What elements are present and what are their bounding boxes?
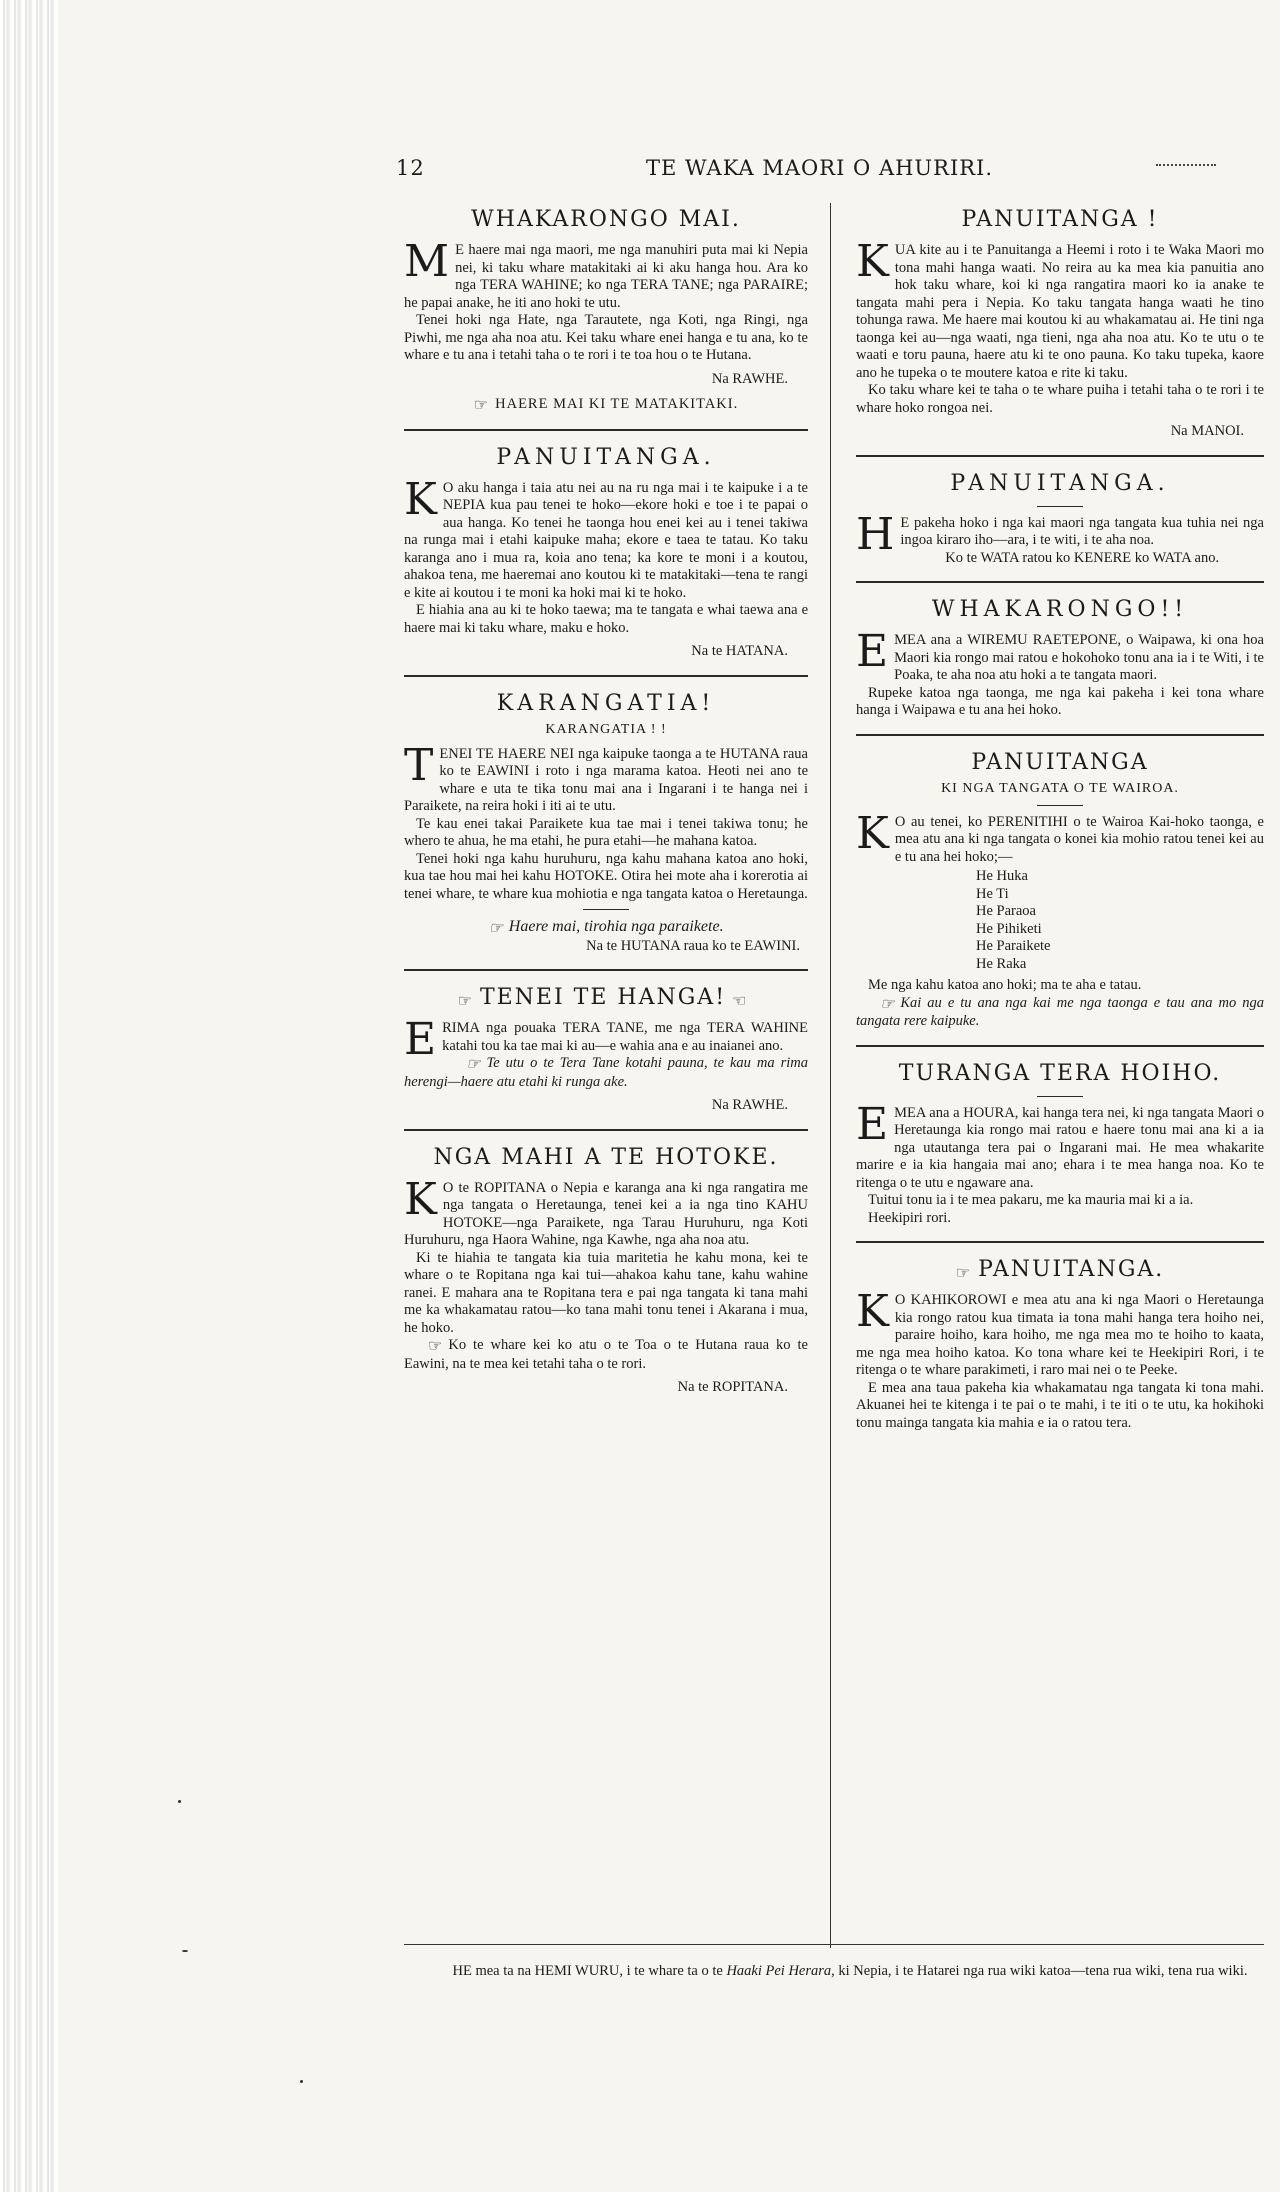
ad-panuitanga-hatana	[404, 445, 808, 661]
ad-paragraph: MEA ana a WIREMU RAETEPONE, o Waipawa, ki ona hoa Maori kia rongo mai ratou e hokohoko tonu ana ia i te Witi, i te Poaka, te aha noa atu hoki a te tangata maori.	[894, 632, 1264, 683]
ad-paragraph: ENEI TE HAERE NEI nga kaipuke taonga a te HUTANA raua ko te EAWINI i roto i nga marama katoa. Heoti nei ano te whare e uta te tika tonu mai ana i Ingarani i te hanga nei i Paraikete, na reira hoki i iti ai te utu.	[404, 745, 808, 814]
ad-paragraph: O au tenei, ko PERENITIHI o te Wairoa Kai-hoko taonga, e mea atu ana ki nga tangata o konei kia mohio ratou tenei kei au e tu ana hei hoko;—	[894, 813, 1264, 865]
ad-heading-wrap	[856, 1257, 1264, 1282]
pointing-hand-icon: ☞	[488, 920, 503, 937]
left-column	[404, 203, 808, 1397]
ad-paragraph: E mea ana taua pakeha kia whakamatau nga tangata ki tona mahi. Akuanei hei te kitenga i te pai o te mahi, i te iti o te utu, ka hokihoki tonu mainga tangata kia mahia e ia o ratou tera.	[856, 1379, 1264, 1431]
drop-cap: H	[856, 508, 895, 560]
ad-paragraph: RIMA nga pouaka TERA TANE, me nga TERA WAHINE katahi tou ka tae mai ki au—e wahia ana e au inaianei ano.	[442, 1020, 808, 1054]
ad-heading: KARANGATIA!	[496, 690, 716, 716]
drop-cap: E	[856, 1098, 889, 1150]
short-rule	[1037, 1096, 1083, 1097]
ad-paragraph: MEA ana a HOURA, kai hanga tera nei, ki nga tangata Maori o Heretaunga kia rongo mai ratou e haere tonu mai ana ki a ia nga utautanga tera pai o Ingarani mai. He mea whakarite marire e ia kia hangaia mai ano; ehara i te mea hanga noa. Ko te ritenga o te utu e ngaware ana.	[856, 1104, 1264, 1191]
short-rule	[1037, 506, 1083, 507]
drop-cap: K	[856, 236, 889, 287]
pointing-hand-icon: ☞	[955, 1263, 973, 1282]
ad-paragraph: Tenei hoki nga kahu huruhuru, nga kahu mahana katoa ano hoki, kua tae hou mai hei kahu HOTOKE. Otira hei mote aha i korerotia ai tenei whare, te whare kua mohiotia e nga tangata katoa o Heretaunga.	[404, 850, 808, 902]
drop-cap: M	[404, 236, 450, 287]
ad-paragraph: UA kite au i te Panuitanga a Heemi i roto i te Waka Maori mo tona mahi hanga waati. No reira au ka mea kia panuitia ano hok taku whare, koi ki nga rangatira maori ko ia anake te tangata mahi pera i Nepia. Ko taku tangata hanga waati he tino tohunga rawa. Me haere mai koutou ki au whakamatau ai. He tini nga taonga kei au—nga waati, nga tieni, nga aha noa atu. Ko te utu o te waati e toru pauna, haere atu ki te ono pauna. Ko taku tupeka, kaore ano he tupeka o te moutere katoa e rite ki taku.	[856, 242, 1264, 381]
drop-cap: E	[404, 1014, 437, 1065]
drop-cap: K	[856, 1286, 889, 1337]
drop-cap: K	[404, 1173, 437, 1225]
ad-heading: TENEI TE HANGA!	[479, 985, 727, 1010]
ad-heading: TURANGA TERA HOIHO.	[898, 1060, 1222, 1086]
section-rule	[404, 1129, 808, 1131]
ad-panuitanga-manoi	[856, 207, 1264, 441]
list-item: He Huka	[976, 868, 1028, 884]
list-item: He Ti	[976, 885, 1009, 902]
ad-heading: PANUITANGA.	[978, 1257, 1165, 1282]
speck	[178, 1800, 181, 1803]
ad-footer-line: HAERE MAI KI TE MATAKITAKI.	[495, 396, 739, 412]
pointing-hand-icon: ☞	[473, 397, 490, 414]
ad-heading: PANUITANGA	[971, 749, 1149, 775]
column-divider	[830, 203, 831, 1948]
ad-whakarongo-mai	[404, 207, 808, 415]
ad-subheading: KARANGATIA ! !	[545, 721, 667, 737]
ad-paragraph: E pakeha hoko i nga kai maori nga tangata kua tuhia nei nga ingoa kiraro iho—ara, i te witi, i te aha noa.	[900, 514, 1264, 548]
ad-signature: Ko te WATA ratou ko KENERE ko WATA ano.	[945, 549, 1220, 566]
ad-heading: WHAKARONGO!!	[931, 597, 1189, 622]
ad-nga-mahi	[404, 1145, 808, 1397]
list-item: He Pihiketi	[976, 920, 1042, 937]
ad-tagline: Haere mai, tirohia nga paraikete.	[508, 918, 724, 935]
drop-cap: E	[856, 626, 889, 677]
section-rule	[856, 1045, 1264, 1047]
section-rule	[856, 581, 1264, 583]
pointing-hand-icon: ☞	[457, 991, 474, 1010]
ad-signature: Na RAWHE.	[711, 1097, 788, 1113]
pointing-hand-icon: ☞	[466, 1056, 481, 1073]
ad-paragraph: Tuitui tonu ia i te mea pakaru, me ka mauria mai ki a ia.	[868, 1192, 1194, 1208]
short-rule	[1037, 805, 1083, 806]
ad-paragraph: Tenei hoki nga Hate, nga Tarautete, nga Koti, nga Ringi, nga Piwhi, me nga aha noa atu. Kei taku whare enei hanga e tu ana, ko te whare e tu ana i tetahi taha o te rori i te toa hou o te Hutana.	[404, 312, 808, 363]
ad-signature: Na MANOI.	[1170, 423, 1244, 439]
ad-paragraph: E hiahia ana au ki te hoko taewa; ma te tangata e whai taewa ana e haere mai ki taku whare, maku e hoko.	[404, 602, 808, 636]
pointing-hand-icon: ☜	[732, 991, 749, 1010]
newspaper-title: TE WAKA MAORI O AHURIRI.	[646, 156, 994, 180]
section-rule	[404, 969, 808, 971]
book-spine-edge	[0, 0, 58, 2192]
ad-paragraph: Me nga kahu katoa ano hoki; ma te aha e tatau.	[868, 977, 1142, 993]
ad-subheading: KI NGA TANGATA O TE WAIROA.	[941, 780, 1179, 796]
imprint-paper-name: Haaki Pei Herara	[726, 1963, 832, 1979]
ad-paragraph: E haere mai nga maori, me nga manuhiri puta mai ki Nepia nei, ki taku whare matakitaki ai ki aku hanga hou. Ara ko nga TERA WAHINE; ko nga TERA TANE; nga PARAIRE; he papai anake, he iti ano hoki te utu.	[404, 242, 808, 311]
ad-paragraph: O te ROPITANA o Nepia e karanga ana ki nga rangatira me nga tangata o Heretaunga, tenei kei a ia nga tino KAHU HOTOKE—nga Paraikete, nga Tarau Huruhuru, nga Koti Huruhuru, nga Haora Wahine, nga Kawhe, nga aha noa atu.	[404, 1179, 808, 1248]
header-ornament	[1156, 164, 1216, 169]
ad-heading: PANUITANGA.	[950, 470, 1170, 496]
speck	[182, 1950, 188, 1952]
list-item: He Paraoa	[976, 903, 1036, 919]
ad-note: Kai au e tu ana nga kai me nga taonga e tau ana mo nga tangata rere kaipuke.	[856, 994, 1264, 1029]
section-rule	[404, 429, 808, 431]
short-rule	[583, 909, 629, 910]
ad-heading-wrap	[404, 985, 808, 1010]
ad-paragraph: Ko taku whare kei te taha o te whare puiha i tetahi taha o te rori i te whare hoko rongoa nei.	[856, 382, 1264, 416]
page-header	[396, 156, 1216, 186]
ad-whakarongo-wiremu	[856, 597, 1264, 720]
drop-cap: K	[856, 807, 889, 859]
ad-panuitanga-kahikorowi	[856, 1257, 1264, 1432]
ad-paragraph: Ko te whare kei ko atu o te Toa o te Hutana raua ko te Eawini, na te mea kei tetahi taha o te rori.	[404, 1337, 808, 1372]
ad-paragraph: O aku hanga i taia atu nei au na ru nga mai i te kaipuke i a te NEPIA kua pau tenei te hoko—ekore hoki e toe i te papai o aua hanga. Ko tenei he taonga hou enei kei au i tenei takiwa na runga mai i etahi kaipuke maha; ekore e taea te tatau. Ko taku karanga ano i mua ra, koia ano tena; ka kore te moni i a koutou, ahakoa tena, me haeremai ano koutou ki te matakitaki—tena te rangi e kite ai koutou i te moni ka hoki mai ki te hoko.	[404, 479, 808, 601]
ad-signature: Na te HATANA.	[691, 643, 788, 659]
pointing-hand-icon: ☞	[428, 1338, 443, 1355]
ad-turanga-tera	[856, 1061, 1264, 1228]
ad-signature: Na RAWHE.	[711, 370, 788, 387]
drop-cap: T	[404, 739, 434, 791]
ad-paragraph: Heekipiri rori.	[868, 1209, 951, 1226]
ad-heading: WHAKARONGO MAI.	[471, 207, 741, 232]
ad-paragraph: Te utu o te Tera Tane kotahi pauna, te kau ma rima herengi—haere atu etahi ki runga ake.	[404, 1055, 808, 1090]
section-rule	[856, 455, 1264, 457]
right-column	[856, 203, 1264, 1432]
ad-paragraph: O KAHIKOROWI e mea atu ana ki nga Maori o Heretaunga kia rongo ratou kua timata ia tona mahi hanga tera hoiho nei, paraire hoiho, kara hoiho, me nga mea mo te hoiho to kaata, me nga mea hoiho katoa. Ko tona whare kei te Heekipiri Rori, i te ritenga o te whare parakimeti, i raro mai nei o te Peeke.	[856, 1292, 1264, 1378]
ad-paragraph: Ki te hiahia te tangata kia tuia maritetia he kahu mona, kei te whare o te Ropitana nga kai tui—ahakoa kahu tane, kahu wahine ranei. E mahara ana te Ropitana tera e pai nga tangata ki tana mahi me ka whakamatau ratou—ko tana mahi tonu tenei i Akarana i mua, he hoko.	[404, 1249, 808, 1336]
ad-heading: PANUITANGA !	[961, 207, 1159, 232]
speck	[300, 2080, 303, 2083]
imprint-tail: , ki Nepia, i te Hatarei nga rua wiki katoa—tena rua wiki, tena rua wiki.	[831, 1963, 1248, 1979]
ad-heading: PANUITANGA.	[496, 444, 716, 470]
list-item: He Paraikete	[976, 938, 1051, 954]
ad-panuitanga-wairoa	[856, 750, 1264, 1031]
section-rule	[404, 675, 808, 677]
ad-panuitanga-wata	[856, 471, 1264, 568]
ad-karangatia	[404, 691, 808, 956]
section-rule	[856, 1241, 1264, 1243]
section-rule	[856, 734, 1264, 736]
page-number: 12	[396, 156, 425, 180]
pointing-hand-icon: ☞	[880, 995, 895, 1013]
ad-paragraph: Te kau enei takai Paraikete kua tae mai i tenei takiwa tonu; he whero te ahua, he ma etahi, he pura etahi—he mahana katoa.	[404, 815, 808, 849]
ad-tenei-te-hanga	[404, 985, 808, 1115]
footer-rule	[404, 1944, 1264, 1945]
drop-cap: K	[404, 473, 437, 525]
list-item: He Raka	[976, 955, 1027, 972]
imprint-footer	[420, 1962, 1280, 1980]
ad-heading: NGA MAHI A TE HOTOKE.	[433, 1144, 779, 1170]
ad-signature: Na te HUTANA raua ko te EAWINI.	[586, 937, 800, 954]
ad-paragraph: Rupeke katoa nga taonga, me nga kai pakeha i kei tona whare hanga i Waipawa e tu ana hei hoko.	[856, 684, 1264, 718]
ad-signature: Na te ROPITANA.	[677, 1379, 788, 1395]
goods-list	[976, 868, 1264, 973]
imprint-lead: HE mea ta na HEMI WURU, i te whare ta o te	[452, 1963, 723, 1979]
